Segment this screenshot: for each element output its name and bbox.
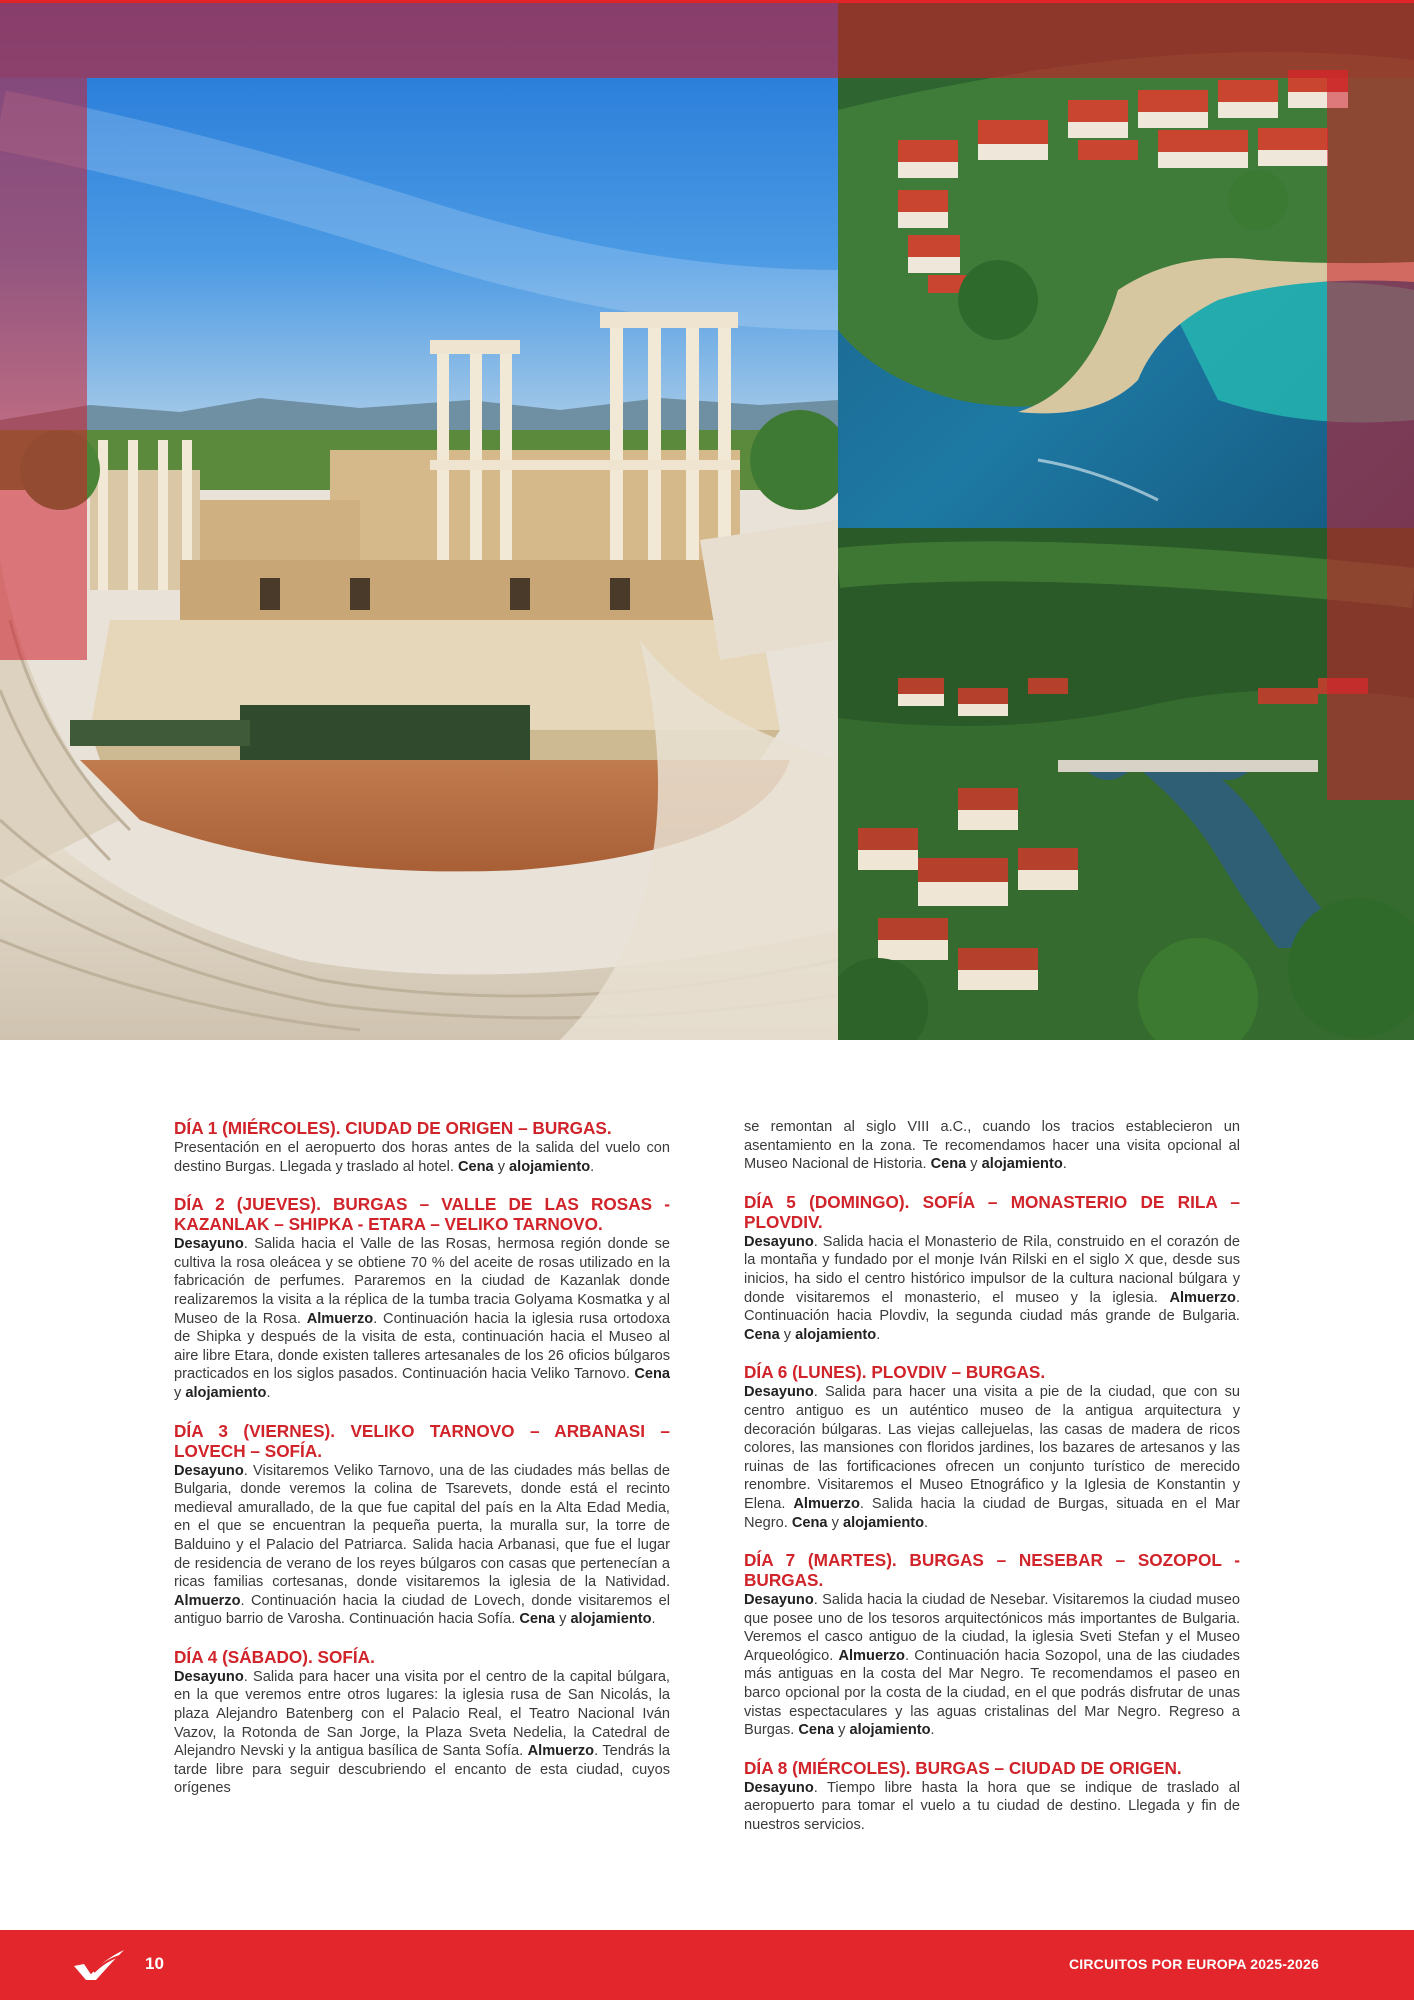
roman-theatre-photo [0,0,838,1040]
day-7 [744,1550,1240,1740]
day-8-body: Desayuno. Tiempo libre hasta la hora que se indique de traslado al aeropuerto para tomar el vuelo a tu ciudad de destino. Llegada y fin de nuestros servicios. [744,1779,1240,1834]
check-swoosh-logo-icon [72,1948,126,1982]
day-6-title: DÍA 6 (LUNES). PLOVDIV – BURGAS. [744,1362,1046,1383]
day-3 [174,1421,670,1629]
day-4-body-continued: se remontan al siglo VIII a.C., cuando los tracios establecieron un asentamiento en la zona. Te recomendamos hacer una visita opcional al Museo Nacional de Historia. Cena y alojamiento. [744,1119,1240,1173]
itinerary-column-left [174,1118,670,1816]
itinerary-column-right [744,1118,1240,1853]
day-4-body: Desayuno. Salida para hacer una visita por el centro de la capital búlgara, en la que veremos entre otros lugares: la iglesia rusa de San Nicolás, la plaza Alejandro Batenberg con el Palacio Real, el Teatro Nacional Iván Vazov, la Rotonda de San Jorge, la Plaza Sveta Nedelia, la Catedral de Alejandro Nevski y la antigua basílica de Santa Sofía. Almuerzo. Tendrás la tarde libre para seguir descubriendo el encanto de esta ciudad, cuyos orígenes [174,1668,670,1797]
day-4-title: DÍA 4 (SÁBADO). SOFÍA. [174,1646,375,1667]
day-8-title: DÍA 8 (MIÉRCOLES). BURGAS – CIUDAD DE ORIGEN. [744,1757,1182,1778]
river-town-photo [838,528,1414,1040]
catalog-title: CIRCUITOS POR EUROPA 2025-2026 [1068,1956,1319,1972]
day-3-body: Desayuno. Visitaremos Veliko Tarnovo, una de las ciudades más bellas de Bulgaria, donde veremos la colina de Tsarevets, donde está el recinto medieval amurallado, de la que fue capital del país en la Alta Edad Media, en el que se encuentran la pequeña puerta, la muralla sur, la torre de Balduino y el Palacio del Patriarca. Salida hacia Arbanasi, que fue el lugar de residencia de verano de los reyes búlgaros con casas que pertenecían a ricas familias cortesanas, donde visitaremos la iglesia de la Natividad. Almuerzo. Continuación hacia la ciudad de Lovech, donde visitaremos el antiguo barrio de Varosha. Continuación hacia Sofía. Cena y alojamiento. [174,1462,670,1628]
page-number: 10 [145,1954,164,1973]
day-2-title: DÍA 2 (JUEVES). BURGAS – VALLE DE LAS ROSAS - KAZANLAK – SHIPKA - ETARA – VELIKO TARNOVO. [174,1194,670,1235]
day-5 [744,1192,1240,1345]
day-1-title: DÍA 1 (MIÉRCOLES). CIUDAD DE ORIGEN – BURGAS. [174,1118,612,1138]
day-5-title: DÍA 5 (DOMINGO). SOFÍA – MONASTERIO DE RILA – PLOVDIV. [744,1191,1240,1232]
day-5-body: Desayuno. Salida hacia el Monasterio de Rila, construido en el corazón de la montaña y fundado por el monje Iván Rilski en el siglo X que, desde sus inicios, ha sido el centro histórico impulsor de la cultura nacional búlgara y donde visitaremos el monasterio, el museo y la iglesia. Almuerzo. Continuación hacia Plovdiv, la segunda ciudad más grande de Bulgaria. Cena y alojamiento. [744,1233,1240,1343]
coast-resort-photo [838,0,1414,528]
day-7-body: Desayuno. Salida hacia la ciudad de Nesebar. Visitaremos la ciudad museo que posee uno de los tesoros arquitectónicos más importantes de Bulgaria. Veremos el casco antiguo de la ciudad, la iglesia Sveti Stefan y el Museo Arqueológico. Almuerzo. Continuación hacia Sozopol, una de las ciudades más antiguas en la costa del Mar Negro. Te recomendamos el paseo en barco opcional por la costa de la ciudad, en el que podrás disfrutar de unas vistas espectaculares y las aguas cristalinas del Mar Negro. Regreso a Burgas. Cena y alojamiento. [744,1592,1240,1739]
day-2-body: Desayuno. Salida hacia el Valle de las Rosas, hermosa región donde se cultiva la rosa oleácea y se obtiene 70 % del aceite de rosas utilizado en la fabricación de perfumes. Pararemos en la ciudad de Kazanlak donde realizaremos la visita a la réplica de la tumba tracia Golyama Kosmatka y al Museo de la Rosa. Almuerzo. Continuación hacia la iglesia rusa ortodoxa de Shipka y después de la visita de esta, continuación hacia el Museo al aire libre Etara, donde existen talleres artesanales de los 26 oficios búlgaros practicados en los siglos pasados. Continuación hacia Veliko Tarnovo. Cena y alojamiento. [174,1236,670,1401]
day-2 [174,1194,670,1402]
day-3-title: DÍA 3 (VIERNES). VELIKO TARNOVO – ARBANASI – LOVECH – SOFÍA. [174,1420,670,1461]
day-6 [744,1362,1240,1532]
day-1-body: Presentación en el aeropuerto dos horas antes de la salida del vuelo con destino Burgas. Llegada y traslado al hotel. Cena y alojamiento. [174,1140,670,1175]
page-footer [0,1930,1414,2000]
day-8 [744,1758,1240,1835]
day-7-title: DÍA 7 (MARTES). BURGAS – NESEBAR – SOZOPOL - BURGAS. [744,1550,1240,1591]
day-4 [174,1647,670,1798]
day-6-body: Desayuno. Salida para hacer una visita a pie de la ciudad, que con su centro antiguo es un auténtico museo de la antigua arquitectura y decoración búlgaras. Las viejas callejuelas, las casas de madera de ricos colores, las mansiones con floridos jardines, los bazares de artesanos y las ruinas de las fortificaciones ofrecen un conjunto turístico de merecido renombre. Visitaremos el Museo Etnográfico y la Iglesia de Konstantin y Elena. Almuerzo. Salida hacia la ciudad de Burgas, situada en el Mar Negro. Cena y alojamiento. [744,1384,1240,1531]
day-1 [174,1118,670,1176]
